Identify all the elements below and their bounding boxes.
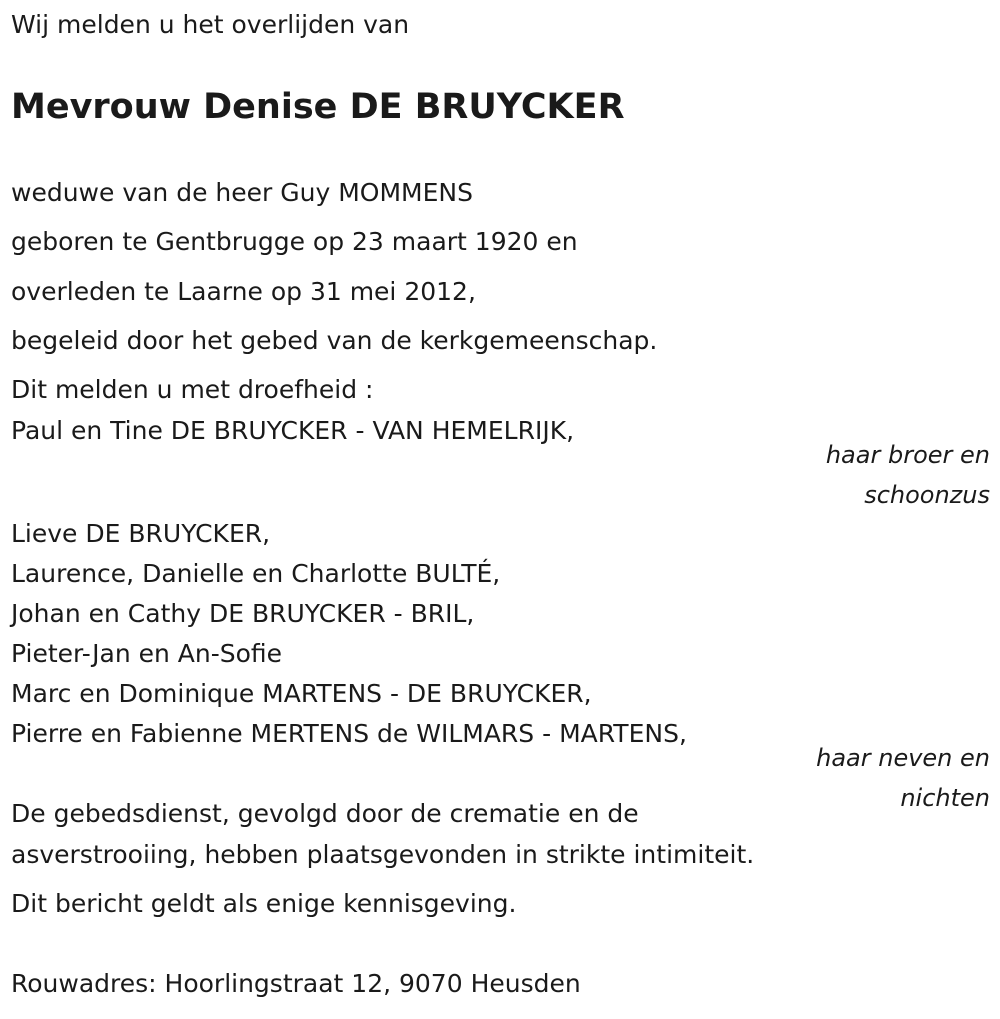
service-line: De gebedsdienst, gevolgd door de crematie en de — [11, 799, 639, 828]
deceased-name: Mevrouw Denise DE BRUYCKER — [11, 87, 625, 127]
mourner-line: Johan en Cathy DE BRUYCKER - BRIL, — [11, 599, 475, 628]
mourner-line: Laurence, Danielle en Charlotte BULTÉ, — [11, 559, 501, 588]
detail-line: overleden te Laarne op 31 mei 2012, — [11, 277, 476, 306]
mourner-line: Marc en Dominique MARTENS - DE BRUYCKER, — [11, 679, 592, 708]
relation-label: haar broer en schoonzus — [825, 441, 990, 509]
mourner-line: Lieve DE BRUYCKER, — [11, 519, 271, 548]
detail-line: weduwe van de heer Guy MOMMENS — [11, 178, 473, 207]
relation-label: haar neven en nichten — [816, 744, 990, 812]
detail-line: geboren te Gentbrugge op 23 maart 1920 en — [11, 227, 578, 256]
mourner-line: Pierre en Fabienne MERTENS de WILMARS - MARTENS, — [11, 719, 687, 748]
mourners-intro: Dit melden u met droefheid : — [11, 375, 374, 404]
service-line: asverstrooiing, hebben plaatsgevonden in strikte intimiteit. — [11, 840, 755, 869]
mourning-address: Rouwadres: Hoorlingstraat 12, 9070 Heusden — [11, 969, 581, 998]
intro-text: Wij melden u het overlijden van — [11, 10, 410, 39]
notice-text: Dit bericht geldt als enige kennisgeving. — [11, 889, 517, 918]
mourner-line: Paul en Tine DE BRUYCKER - VAN HEMELRIJK, — [11, 416, 575, 445]
detail-line: begeleid door het gebed van de kerkgemeenschap. — [11, 326, 658, 355]
mourner-line: Pieter-Jan en An-Sofie — [11, 639, 283, 668]
